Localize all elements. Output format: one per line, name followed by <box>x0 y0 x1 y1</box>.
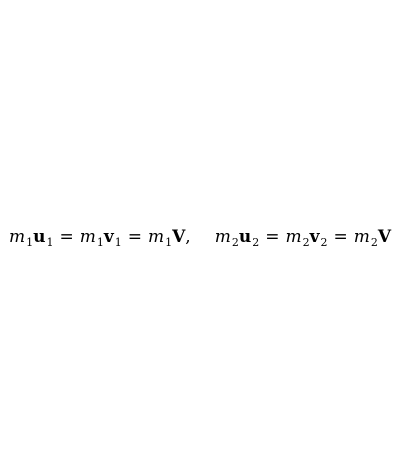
vector-symbol: v <box>103 227 114 247</box>
term-m2V <box>354 222 391 254</box>
vector-symbol: V <box>377 227 392 247</box>
equals-sign: = <box>333 227 348 247</box>
vector-symbol: u <box>33 227 46 247</box>
coef-subscript: 2 <box>370 236 378 249</box>
term-m1V <box>148 222 185 254</box>
vector-symbol: V <box>172 227 186 247</box>
separator-comma: , <box>185 227 191 247</box>
coef-symbol: m <box>8 227 26 247</box>
coef-symbol: m <box>147 227 165 247</box>
vector-subscript: 1 <box>46 236 54 249</box>
coef-symbol: m <box>79 227 96 247</box>
coef-symbol: m <box>214 227 231 247</box>
equals-sign: = <box>59 227 74 247</box>
equals-sign: = <box>127 227 142 247</box>
vector-subscript: 1 <box>114 236 122 249</box>
coef-symbol: m <box>353 227 370 247</box>
equals-sign: = <box>265 227 280 247</box>
coef-subscript: 2 <box>302 236 310 249</box>
term-m2u2 <box>215 222 260 254</box>
coef-symbol: m <box>285 227 302 247</box>
coef-subscript: 1 <box>165 236 173 249</box>
term-m1v1 <box>80 222 122 254</box>
vector-subscript: 2 <box>252 236 260 249</box>
coef-subscript: 2 <box>231 236 239 249</box>
term-m1u1 <box>9 222 54 254</box>
coef-subscript: 1 <box>96 236 104 249</box>
coef-subscript: 1 <box>26 236 34 249</box>
term-m2v2 <box>285 222 327 254</box>
momentum-equations <box>0 222 400 252</box>
vector-symbol: v <box>309 227 320 247</box>
vector-subscript: 2 <box>320 236 328 249</box>
vector-symbol: u <box>238 227 252 247</box>
